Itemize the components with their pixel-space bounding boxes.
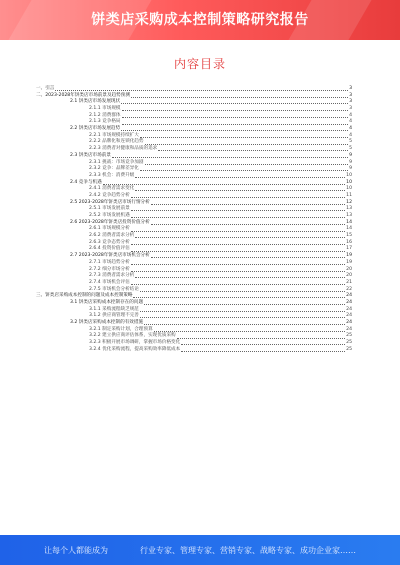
toc-entry-title: 2.7.4 市场机会评估 (89, 279, 130, 285)
toc-leader-dots (103, 183, 345, 185)
toc-entry-title: 2.4.2 竞争趋势分析 (89, 192, 130, 198)
toc-entry-page: 13 (346, 213, 352, 219)
toc-entry-page: 16 (346, 239, 352, 245)
toc-entry-title: 一、引言 (36, 85, 55, 91)
toc-entry-page: 13 (346, 206, 352, 212)
toc-entry-page: 17 (346, 246, 352, 252)
toc-entry[interactable] (36, 113, 352, 120)
toc-leader-dots (122, 123, 349, 125)
toc-entry[interactable] (36, 253, 352, 260)
toc-entry-title: 2.5.2 市场发展机遇 (89, 213, 130, 219)
toc-leader-dots (135, 176, 345, 178)
toc-entry-title: 2.6.2 消费者需求分析 (89, 233, 135, 239)
toc-entry-page: 24 (346, 299, 352, 305)
toc-entry-page: 12 (346, 199, 352, 205)
toc-entry[interactable] (36, 240, 352, 247)
toc-leader-dots (154, 330, 345, 332)
toc-leader-dots (151, 203, 345, 205)
toc-entry-page: 24 (346, 293, 352, 299)
toc-entry-title: 2.7 2023-2028年饼类店市场机会分析 (70, 253, 150, 259)
footer-slogan: 让每个人都能成为 (44, 546, 108, 555)
toc-entry-page: 20 (346, 273, 352, 279)
toc-entry-title: 3.2.3 积极开展市场调研，掌握市场价格变化 (89, 340, 181, 346)
toc-entry-page: 21 (346, 279, 352, 285)
toc-entry[interactable] (36, 267, 352, 274)
toc-entry-page: 19 (346, 253, 352, 259)
toc-entry-title: 2.6 2023-2028年饼类店投资价值分析 (70, 219, 150, 225)
toc-entry[interactable] (36, 333, 352, 340)
toc-entry[interactable] (36, 307, 352, 314)
toc-entry[interactable] (36, 126, 352, 133)
toc-entry-page: 22 (346, 286, 352, 292)
toc-entry-page: 10 (346, 186, 352, 192)
toc-entry[interactable] (36, 106, 352, 113)
toc-entry-page: 11 (346, 192, 352, 198)
toc-entry[interactable] (36, 160, 352, 167)
toc-entry[interactable] (36, 340, 352, 347)
toc-entry-page: 4 (349, 132, 352, 138)
toc-entry-page: 20 (346, 266, 352, 272)
table-of-contents (36, 86, 352, 354)
toc-entry-title: 3.2.4 优化采购流程，提高采购效率降低成本 (89, 346, 181, 352)
toc-leader-dots (151, 223, 345, 225)
toc-entry[interactable] (36, 233, 352, 240)
toc-entry-title: 3.2 饼类店采购成本控制的有效措施 (70, 320, 144, 326)
toc-entry-title: 三、饼类店采购成本控制的问题及成本控制策略 (36, 293, 133, 299)
toc-leader-dots (151, 256, 345, 258)
toc-entry-page: 25 (346, 340, 352, 346)
toc-entry-page: 14 (346, 219, 352, 225)
toc-leader-dots (131, 263, 345, 265)
toc-leader-dots (135, 189, 345, 191)
toc-leader-dots (145, 163, 349, 165)
toc-entry-title: 3.2.1 制定采购计划，合理预算 (89, 326, 153, 332)
toc-entry[interactable] (36, 86, 352, 93)
toc-leader-dots (131, 230, 345, 232)
toc-entry-title: 2.4.1 消费者需求变化 (89, 186, 135, 192)
toc-entry-page: 19 (346, 259, 352, 265)
toc-entry-page: 4 (349, 119, 352, 125)
header-banner (0, 0, 400, 40)
toc-entry-title: 3.2.2 建立供应商评估体系，实现优质采购 (89, 333, 176, 339)
toc-entry-page: 4 (349, 126, 352, 132)
toc-entry[interactable] (36, 146, 352, 153)
toc-entry-title: 2.5.1 市场发展前景 (89, 206, 130, 212)
toc-heading: 内容目录 (173, 57, 226, 71)
toc-entry[interactable] (36, 153, 352, 160)
footer-tagline: 行业专家、管理专家、营销专家、战略专家、成功企业家…… (140, 546, 356, 555)
toc-entry[interactable] (36, 347, 352, 354)
footer-banner (0, 535, 400, 565)
toc-leader-dots (133, 296, 345, 298)
toc-entry-page: 9 (349, 152, 352, 158)
toc-entry[interactable] (36, 99, 352, 106)
toc-entry-title: 3.1 饼类店采购成本控制存在的问题 (70, 299, 144, 305)
toc-entry[interactable] (36, 300, 352, 307)
toc-entry-title: 2.1.1 市场规模 (89, 106, 121, 112)
toc-entry-title: 2.5 2023-2028年饼类店市场行情分析 (70, 199, 150, 205)
toc-leader-dots (112, 156, 348, 158)
toc-entry-page: 9 (349, 166, 352, 172)
toc-entry-page: 9 (349, 159, 352, 165)
toc-entry-title: 2.7.1 市场趋势分析 (89, 259, 130, 265)
toc-entry-title: 2.3.2 竞争：品牌差异化 (89, 166, 139, 172)
toc-leader-dots (131, 243, 345, 245)
toc-leader-dots (131, 209, 345, 211)
toc-entry-title: 2.3.1 挑战：市场竞争加剧 (89, 159, 144, 165)
toc-entry-title: 2.7.2 细分市场分析 (89, 266, 130, 272)
toc-entry-title: 2.2 饼类店市场发展趋势 (70, 126, 121, 132)
toc-leader-dots (131, 250, 345, 252)
toc-entry[interactable] (36, 280, 352, 287)
toc-entry-page: 5 (349, 139, 352, 145)
toc-entry[interactable] (36, 180, 352, 187)
toc-entry[interactable] (36, 133, 352, 140)
toc-leader-dots (131, 283, 345, 285)
toc-leader-dots (140, 136, 348, 138)
toc-leader-dots (177, 337, 345, 339)
toc-entry-page: 25 (346, 346, 352, 352)
toc-entry-title: 2.7.5 市场机会分析结论 (89, 286, 139, 292)
toc-entry[interactable] (36, 173, 352, 180)
toc-entry-title: 2.6.1 市场规模分析 (89, 226, 130, 232)
toc-entry[interactable] (36, 206, 352, 213)
toc-leader-dots (121, 102, 348, 104)
toc-entry[interactable] (36, 193, 352, 200)
toc-entry-title: 3.1.2 供应商管理不完善 (89, 313, 139, 319)
toc-entry-page: 25 (346, 333, 352, 339)
toc-entry[interactable] (36, 293, 352, 300)
toc-leader-dots (122, 109, 349, 111)
toc-entry-page: 4 (349, 112, 352, 118)
toc-leader-dots (181, 343, 345, 345)
toc-entry-page: 3 (349, 106, 352, 112)
toc-entry[interactable] (36, 273, 352, 280)
toc-entry-page: 24 (346, 306, 352, 312)
toc-entry-page: 10 (346, 172, 352, 178)
toc-leader-dots (135, 236, 345, 238)
toc-entry[interactable] (36, 327, 352, 334)
toc-entry[interactable] (36, 320, 352, 327)
toc-entry-title: 2.6.3 竞争态势分析 (89, 239, 130, 245)
toc-entry[interactable] (36, 140, 352, 147)
toc-entry[interactable] (36, 260, 352, 267)
toc-entry-page: 15 (346, 233, 352, 239)
toc-leader-dots (135, 276, 345, 278)
toc-leader-dots (131, 96, 348, 98)
toc-entry-page: 5 (349, 146, 352, 152)
toc-entry-title: 2.3.3 机会：消费升级 (89, 172, 135, 178)
toc-leader-dots (131, 216, 345, 218)
toc-leader-dots (158, 149, 348, 151)
toc-entry-title: 2.1.3 竞争格局 (89, 119, 121, 125)
toc-entry-title: 二、2023-2028年饼类店市场前景及趋势预测 (36, 92, 130, 98)
toc-leader-dots (55, 89, 348, 91)
toc-entry-title: 3.1.1 采购流程缺乏规范 (89, 306, 139, 312)
toc-leader-dots (140, 169, 348, 171)
toc-entry[interactable] (36, 200, 352, 207)
toc-entry-page: 3 (349, 85, 352, 91)
toc-entry-title: 2.1 饼类店市场发展现状 (70, 99, 121, 105)
toc-leader-dots (144, 303, 345, 305)
toc-leader-dots (122, 116, 349, 118)
toc-entry[interactable] (36, 226, 352, 233)
toc-leader-dots (121, 129, 348, 131)
toc-leader-dots (181, 350, 345, 352)
toc-entry-page: 3 (349, 92, 352, 98)
toc-entry-page: 24 (346, 313, 352, 319)
toc-leader-dots (144, 323, 345, 325)
toc-entry-page: 24 (346, 320, 352, 326)
toc-entry[interactable] (36, 166, 352, 173)
toc-entry-page: 24 (346, 326, 352, 332)
toc-entry[interactable] (36, 220, 352, 227)
toc-entry-title: 2.1.2 消费群体 (89, 112, 121, 118)
toc-leader-dots (145, 143, 349, 145)
toc-leader-dots (140, 316, 345, 318)
toc-entry-title: 2.2.1 市场规模持续扩大 (89, 132, 139, 138)
report-title: 饼类店采购成本控制策略研究报告 (91, 12, 309, 28)
toc-leader-dots (140, 310, 345, 312)
toc-entry-title: 2.2.2 品牌化和连锁化趋势 (89, 139, 144, 145)
toc-leader-dots (131, 270, 345, 272)
toc-entry[interactable] (36, 213, 352, 220)
toc-entry-title: 2.6.4 投资价值评估 (89, 246, 130, 252)
toc-entry-page: 10 (346, 179, 352, 185)
toc-leader-dots (131, 196, 345, 198)
toc-entry-title: 2.7.3 消费者需求分析 (89, 273, 135, 279)
toc-entry[interactable] (36, 186, 352, 193)
toc-entry-title: 2.4 竞争与机遇 (70, 179, 102, 185)
toc-entry-title: 2.2.3 消费者对健康和品质的追求 (89, 146, 158, 152)
toc-entry-page: 3 (349, 99, 352, 105)
toc-leader-dots (140, 290, 345, 292)
toc-entry-title: 2.3 饼类店市场前景 (70, 152, 111, 158)
toc-entry-page: 14 (346, 226, 352, 232)
